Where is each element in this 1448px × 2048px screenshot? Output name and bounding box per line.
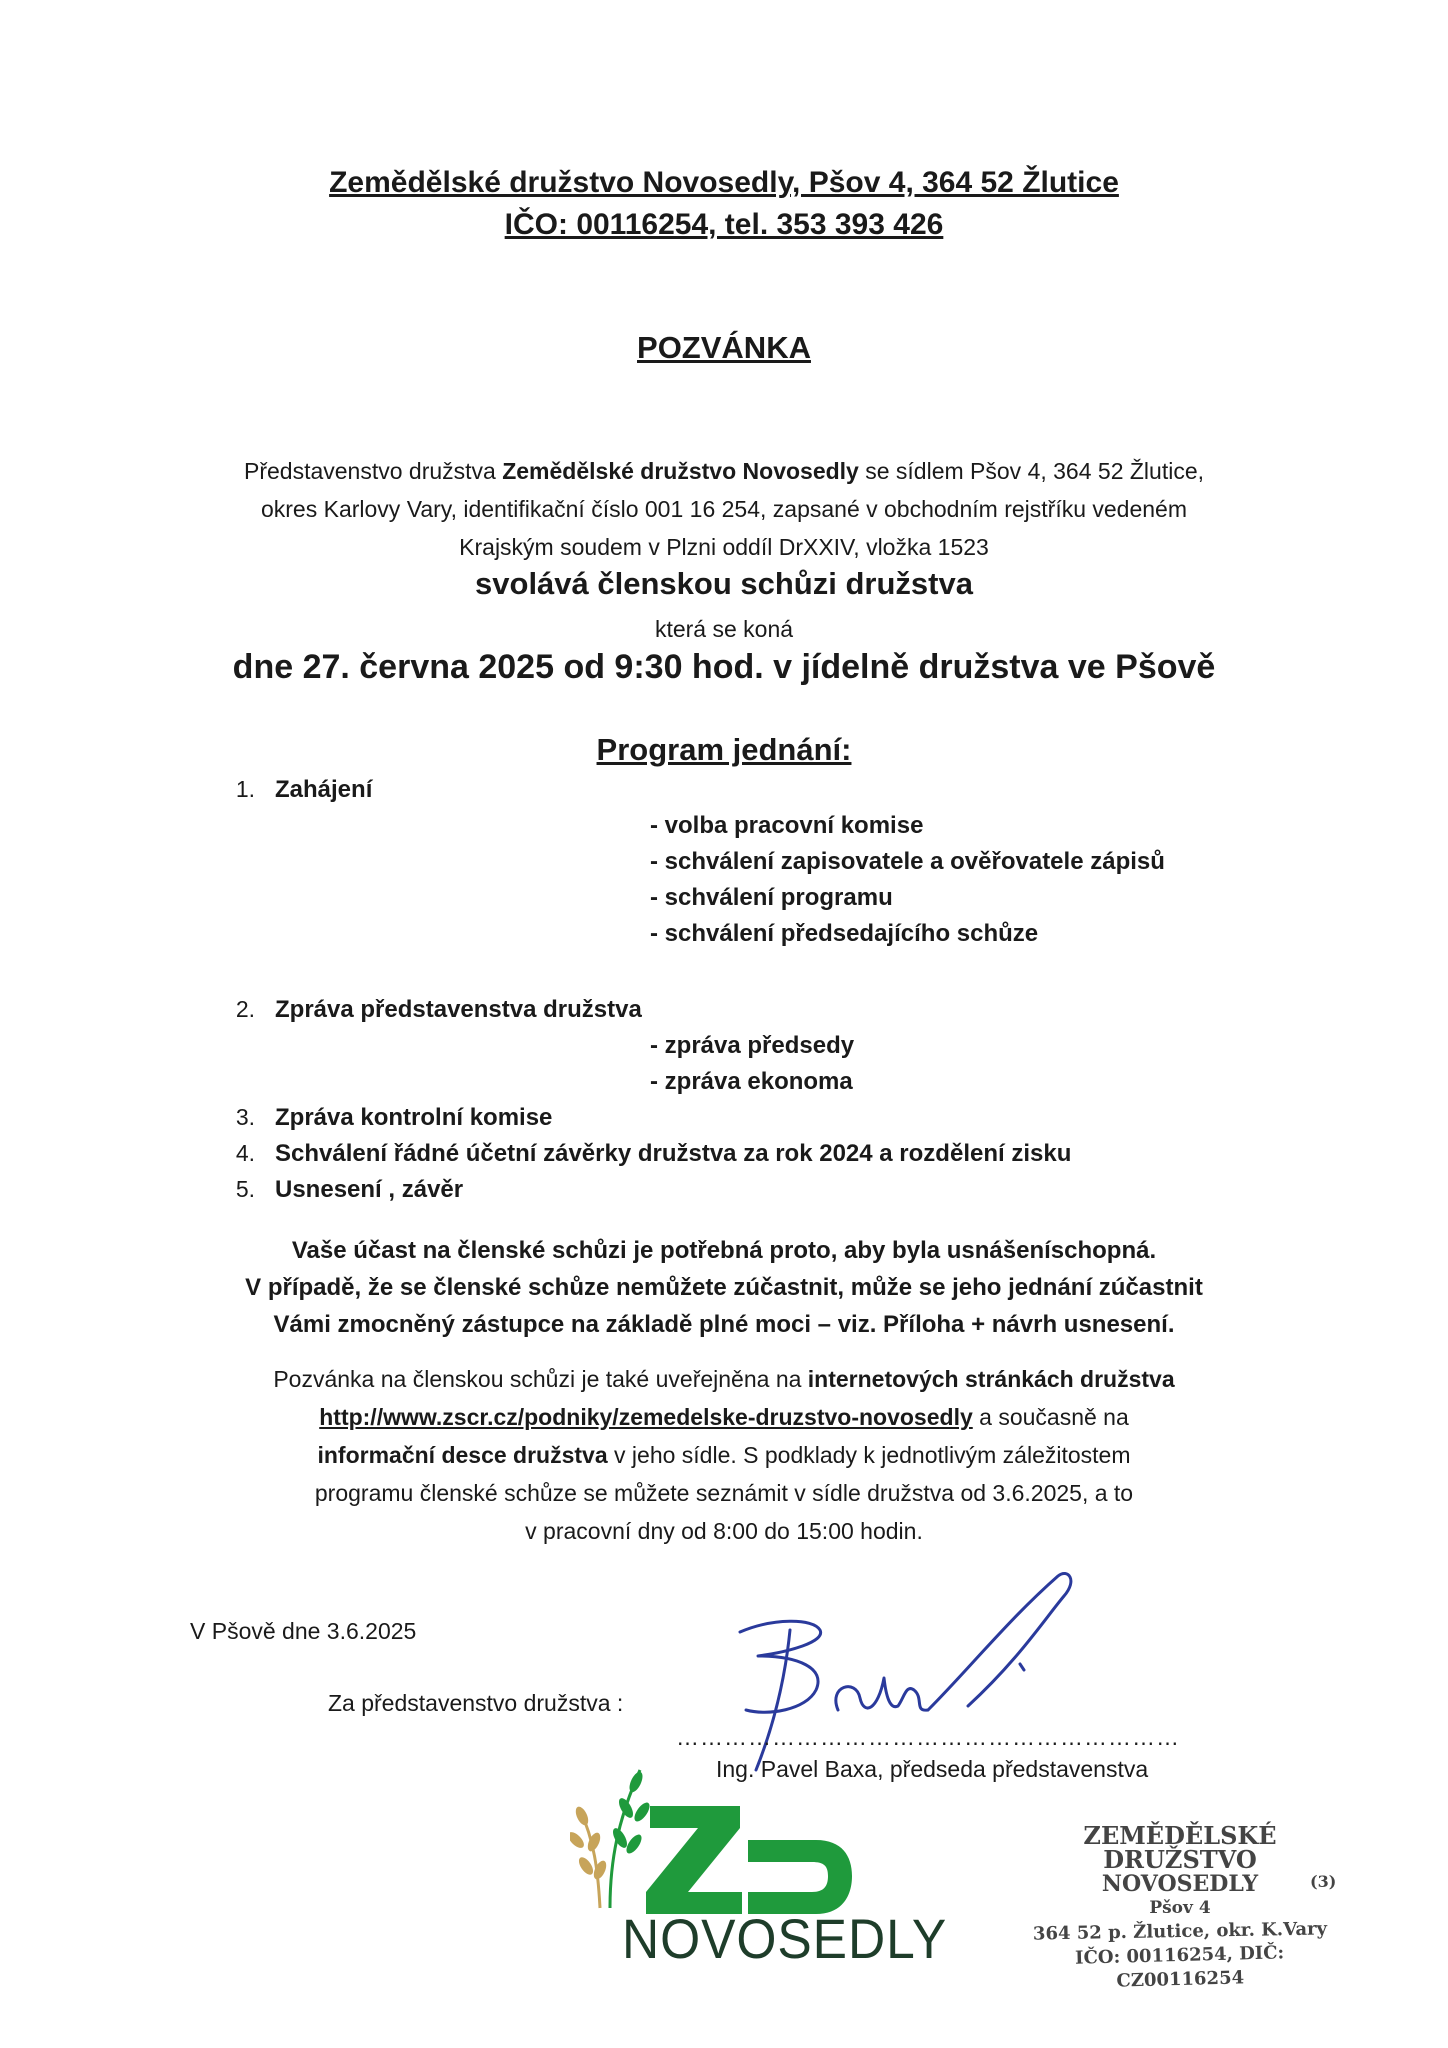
- intro-line-3: Krajským soudem v Plzni oddíl DrXXIV, vložka 1523: [459, 534, 989, 560]
- pub-board-label: informační desce družstva: [317, 1442, 608, 1468]
- attendance-line-1: Vaše účast na členské schůzi je potřebná proto, aby byla usnášeníschopná.: [291, 1237, 1157, 1264]
- item-label: Schválení řádné účetní závěrky družstva za rok 2024 a rozdělení zisku: [275, 1140, 1072, 1167]
- company-logo: [570, 1760, 960, 1970]
- company-id-phone: IČO: 00116254, tel. 353 393 426: [504, 208, 944, 241]
- stamp-line-4: 364 52 p. Žlutice, okr. K.Vary: [1032, 1918, 1328, 1945]
- which-text: která se koná: [654, 616, 794, 642]
- program-subitem: - schválení zapisovatele a ověřovatele zápisů: [650, 848, 1165, 875]
- stamp-line-1: ZEMĚDĚLSKÉ DRUŽSTVO: [1083, 1821, 1277, 1874]
- pub-text: Pozvánka na členskou schůzi je také uveřejněna na: [273, 1366, 808, 1392]
- item-number: 4.: [235, 1140, 255, 1166]
- signatory-name: Ing. Pavel Baxa, předseda představenstva: [716, 1756, 1149, 1782]
- program-subitem: - zpráva ekonoma: [650, 1068, 853, 1095]
- stamp-line-3: Pšov 4: [1149, 1898, 1211, 1918]
- publication-line-2: [0, 1398, 1448, 1436]
- program-item-1: [207, 776, 372, 804]
- attendance-line-2: V případě, že se členské schůze nemůžete zúčastnit, může se jeho jednání zúčastnit: [245, 1274, 1203, 1301]
- zd-letters-logo: [630, 1800, 860, 1920]
- item-number: 5.: [235, 1176, 255, 1202]
- website-link[interactable]: http://www.zscr.cz/podniky/zemedelske-druzstvo-novosedly: [319, 1404, 973, 1430]
- intro-line-2: okres Karlovy Vary, identifikační číslo 001 16 254, zapsané v obchodním rejstříku vedeném: [260, 496, 1188, 522]
- program-item-4: [207, 1140, 1071, 1168]
- item-label: Zpráva představenstva družstva: [275, 996, 642, 1023]
- page-title: POZVÁNKA: [637, 330, 811, 365]
- signature-line: ………………………………………………………: [676, 1724, 1180, 1750]
- publication-line-4: programu členské schůze se můžete seznámit v sídle družstva od 3.6.2025, a to: [314, 1480, 1134, 1506]
- publication-line-5: v pracovní dny od 8:00 do 15:00 hodin.: [525, 1518, 923, 1544]
- intro-suffix: se sídlem Pšov 4, 364 52 Žlutice,: [858, 458, 1205, 484]
- program-item-3: [207, 1104, 552, 1132]
- convene-heading: svolává členskou schůzi družstva: [475, 566, 973, 601]
- intro-prefix: Představenstvo družstva: [243, 458, 503, 484]
- stamp-mark: (3): [1310, 1872, 1337, 1891]
- attendance-line-3: Vámi zmocněný zástupce na základě plné moci – viz. Příloha + návrh usnesení.: [273, 1311, 1175, 1338]
- program-item-2: [207, 996, 642, 1024]
- logo-name: NOVOSEDLY: [622, 1907, 948, 1970]
- pub-web-label: internetových stránkách družstva: [807, 1366, 1175, 1392]
- item-number: 2.: [235, 996, 255, 1022]
- program-subitem: - volba pracovní komise: [650, 812, 924, 839]
- item-number: 3.: [235, 1104, 255, 1130]
- intro-line-1: [0, 452, 1448, 490]
- pub-text: v jeho sídle. S podklady k jednotlivým záležitostem: [607, 1442, 1131, 1468]
- company-header: Zemědělské družstvo Novosedly, Pšov 4, 364 52 Žlutice: [329, 166, 1119, 199]
- program-subitem: - zpráva předsedy: [650, 1032, 855, 1059]
- item-label: Usnesení , závěr: [275, 1176, 464, 1203]
- company-stamp: [1010, 1821, 1350, 1992]
- program-subitem: - schválení programu: [650, 884, 893, 911]
- intro-company: Zemědělské družstvo Novosedly: [502, 458, 859, 484]
- item-number: 1.: [235, 776, 255, 802]
- meeting-date: dne 27. června 2025 od 9:30 hod. v jídelně družstva ve Pšově: [232, 648, 1216, 686]
- program-heading: Program jednání:: [596, 732, 852, 767]
- stamp-line-2: NOVOSEDLY: [1101, 1871, 1259, 1897]
- place-date: V Pšově dne 3.6.2025: [190, 1618, 417, 1644]
- publication-line-1: [0, 1360, 1448, 1398]
- for-board-label: Za představenstvo družstva :: [328, 1690, 624, 1716]
- item-label: Zahájení: [275, 776, 373, 803]
- pub-text: a současně na: [972, 1404, 1129, 1430]
- stamp-line-5: IČO: 00116254, DIČ: CZ00116254: [1074, 1942, 1285, 1992]
- program-item-5: [207, 1176, 463, 1204]
- item-label: Zpráva kontrolní komise: [275, 1104, 553, 1131]
- program-subitem: - schválení předsedajícího schůze: [650, 920, 1039, 947]
- publication-line-3: [0, 1436, 1448, 1474]
